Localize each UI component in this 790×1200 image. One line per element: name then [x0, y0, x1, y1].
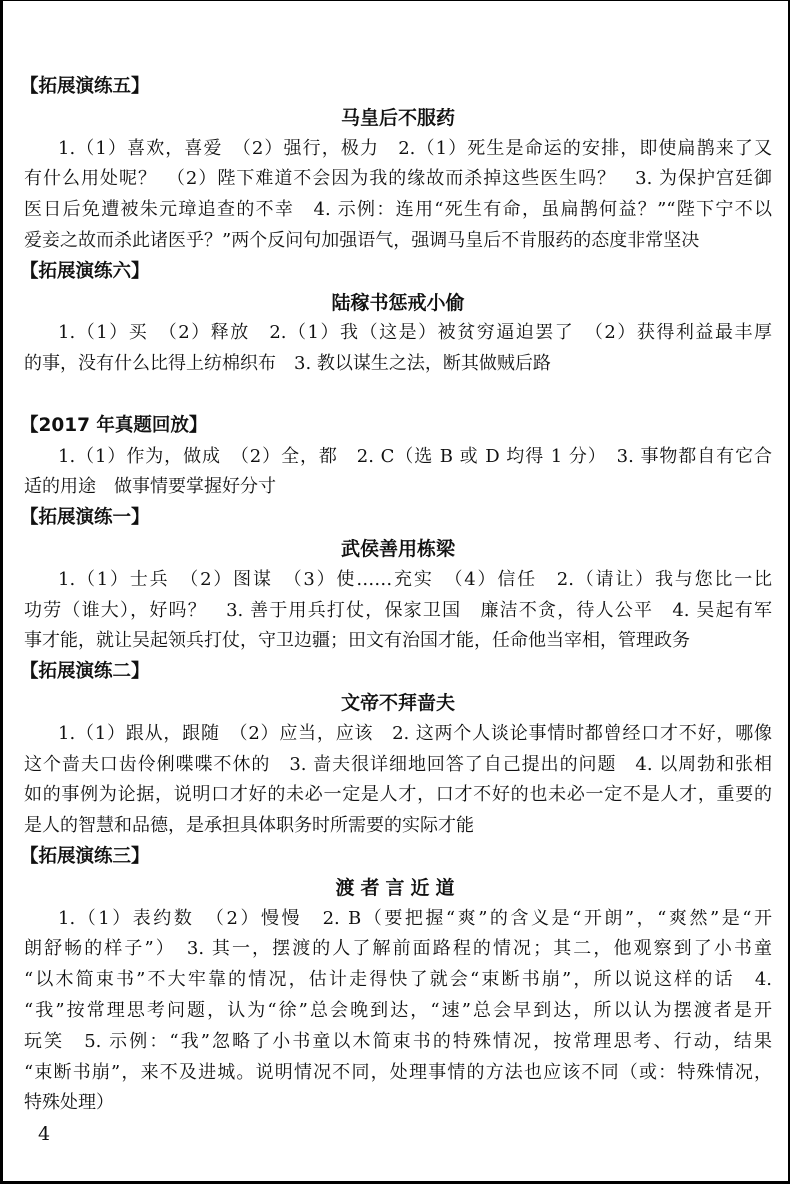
answer-line: 特殊处理）: [24, 1092, 114, 1114]
section-title: 文帝不拜啬夫: [340, 691, 455, 714]
answer-line: “束断书崩”，来不及进城。说明情况不同，处理事情的方法也应该不同（或：特殊情况，: [24, 1061, 772, 1083]
section-heading: 【拓展演练六】: [20, 260, 150, 282]
answer-line: 如的事例为论据，说明口才好的未必一定是人才，口才不好的也未必一定不是人才，重要的: [24, 784, 772, 806]
answer-line: 朗舒畅的样子”） 3. 其一，摆渡的人了解前面路程的情况；其二，他观察到了小书童: [24, 938, 772, 960]
answer-line: 1.（1）表约数 （2）慢慢 2. B（要把握“爽”的含义是“开朗”，“爽然”是“开: [58, 907, 772, 929]
blank-spacer: [24, 380, 772, 411]
answer-line: 1.（1）喜欢，喜爱 （2）强行，极力 2.（1）死生是命运的安排，即使扁鹊来了又: [58, 137, 772, 159]
section-heading: 【拓展演练二】: [20, 661, 150, 683]
section-heading: 【2017 年真题回放】: [20, 414, 208, 436]
answer-line: 有什么用处呢？ （2）陛下难道不会因为我的缘故而杀掉这些医生吗？ 3. 为保护宫廷御: [24, 168, 772, 190]
answer-line: 是人的智慧和品德，是承担具体职务时所需要的实际才能: [24, 815, 474, 837]
section-title: 陆稼书惩戒小偷: [331, 291, 465, 314]
answer-line: 这个啬夫口齿伶俐喋喋不休的 3. 啬夫很详细地回答了自己提出的问题 4. 以周勃和张相: [24, 753, 772, 775]
answer-line: 1.（1）作为，做成 （2）全，都 2. C（选 B 或 D 均得 1 分） 3. 事物都自有它合: [58, 445, 772, 467]
section-heading: 【拓展演练五】: [20, 76, 150, 97]
page-number: 4: [38, 1123, 51, 1146]
answer-line: 功劳（谁大），好吗？ 3. 善于用兵打仗，保家卫国 廉洁不贪，待人公平 4. 吴起有军: [24, 599, 772, 621]
answer-line: 爱妾之故而杀此诸医乎？”两个反问句加强语气，强调马皇后不肯服药的态度非常坚决: [24, 229, 700, 251]
answer-line: 1.（1）士兵 （2）图谋 （3）使……充实 （4）信任 2.（请让）我与您比一比: [58, 568, 772, 590]
section-title: 武侯善用栋梁: [340, 537, 455, 560]
answer-line: 1.（1）跟从，跟随 （2）应当，应该 2. 这两个人谈论事情时都曾经口才不好，哪像: [58, 722, 772, 744]
answer-line: “以木简束书”不大牢靠的情况，估计走得快了就会“束断书崩”，所以说这样的话 4.: [24, 969, 772, 991]
answer-line: 1.（1）买 （2）释放 2.（1）我（这是）被贫穷逼迫罢了 （2）获得利益最丰厚: [58, 322, 772, 344]
section-heading: 【拓展演练三】: [20, 845, 150, 867]
answer-line: 玩笑 5. 示例：“我”忽略了小书童以木简束书的特殊情况，按常理思考、行动，结果: [24, 1030, 772, 1052]
section-title: 渡者言近道: [335, 876, 461, 899]
answer-line: 的事，没有什么比得上纺棉织布 3. 教以谋生之法，断其做贼后路: [24, 353, 551, 375]
section-title: 马皇后不服药: [340, 106, 455, 129]
section-heading: 【拓展演练一】: [20, 507, 150, 529]
answer-page-content: [20, 72, 772, 1150]
answer-line: “我”按常理思考问题，认为“徐”总会晚到达，“速”总会早到达，所以认为摆渡者是开: [24, 999, 772, 1021]
answer-line: 适的用途 做事情要掌握好分寸: [24, 476, 276, 498]
answer-line: 事才能，就让吴起领兵打仗，守卫边疆；田文有治国才能，任命他当宰相，管理政务: [24, 630, 690, 652]
answer-line: 医日后免遭被朱元璋追查的不幸 4. 示例：连用“死生有命，虽扁鹊何益？”“陛下宁不以: [24, 199, 772, 221]
